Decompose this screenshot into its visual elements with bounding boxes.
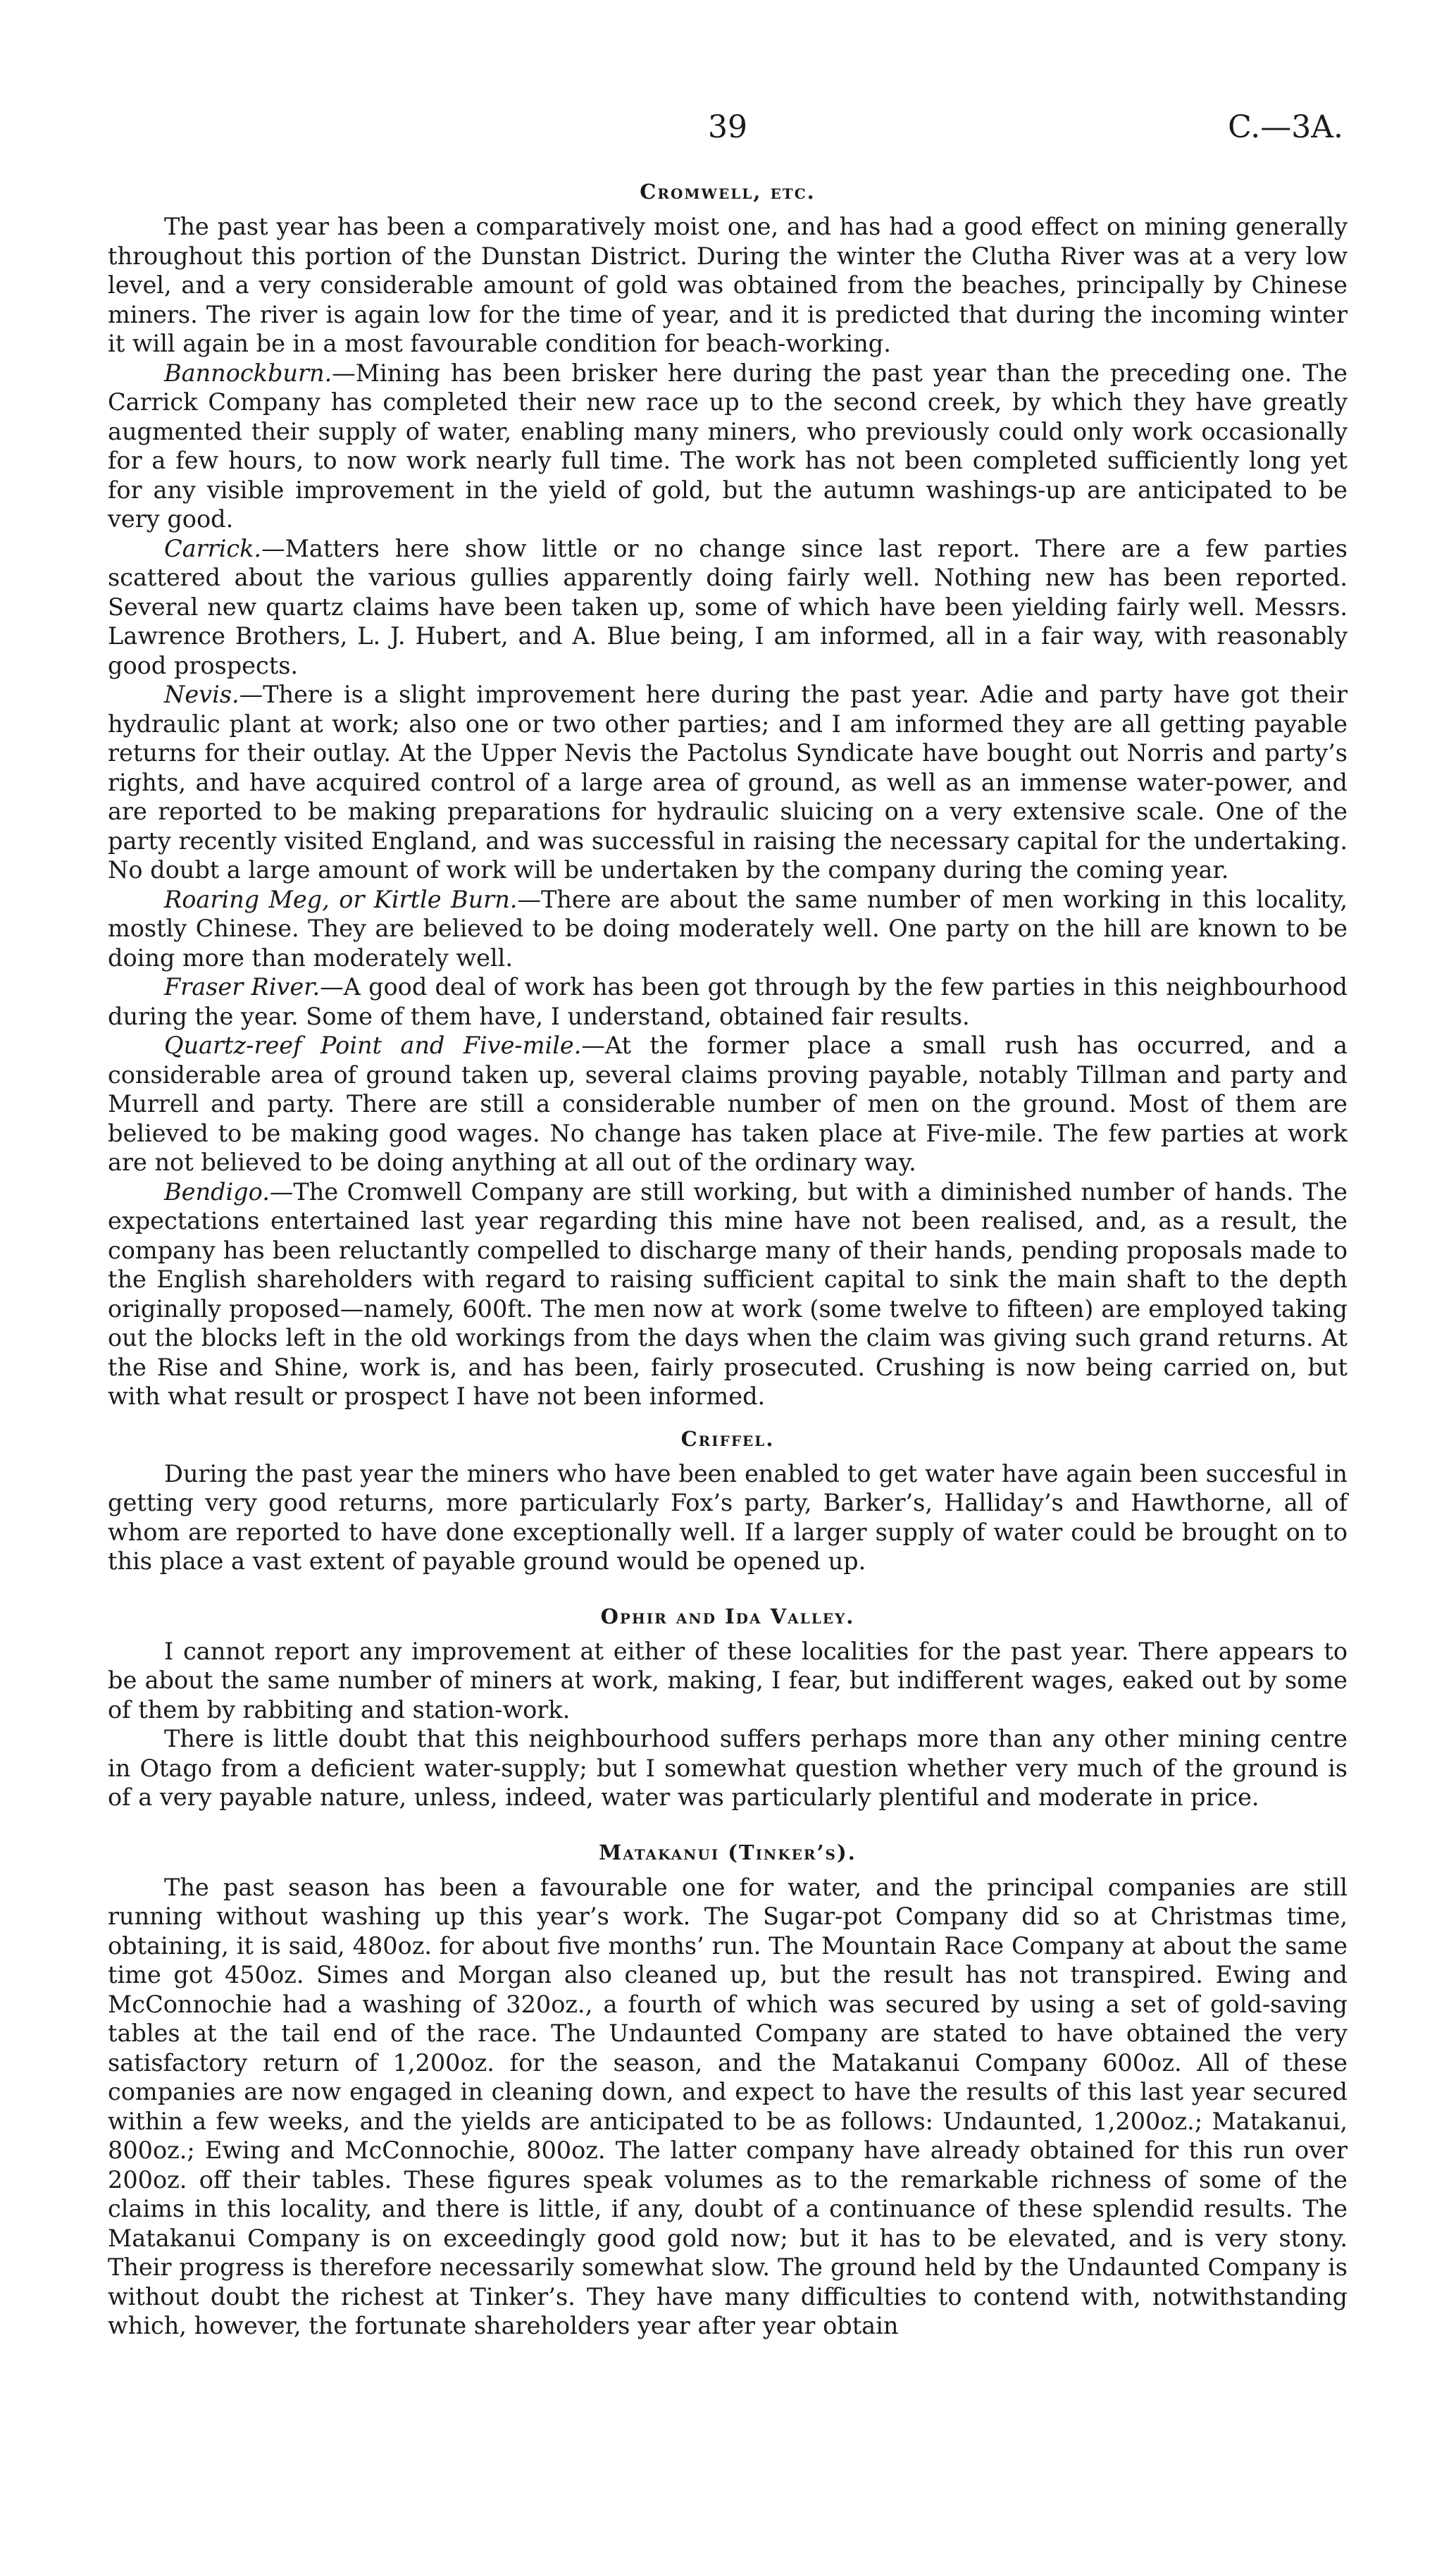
- section-heading: Matakanui (Tinker’s).: [599, 1840, 857, 1864]
- page-number: 39: [708, 109, 747, 145]
- paragraph: [108, 1031, 1348, 1177]
- paragraph-text: —A good deal of work has been got through by the few parties in this neighbourhood during the year. Some of them have, I understand, obtained fair results.: [108, 973, 1348, 1030]
- paragraph: [108, 1177, 1348, 1411]
- section-heading: Cromwell, etc.: [640, 180, 816, 204]
- paragraph-subhead: Bendigo.: [164, 1177, 270, 1206]
- document-reference: C.—3A.: [1228, 109, 1343, 145]
- paragraph-subhead: Carrick.: [164, 534, 262, 562]
- paragraph-text: —The Cromwell Company are still working, but with a diminished number of hands. The expectations entertained last year regarding this mine have not been realised, and, as a result, the company has been reluctantly compelled to discharge many of their hands, pending proposals made to the English shareholders with regard to raising sufficient capital to sink the main shaft to the depth originally proposed—namely, 600ft. The men now at work (some twelve to fifteen) are employed taking out the blocks left in the old workings from the days when the claim was giving such grand returns. At the Rise and Shine, work is, and has been, fairly prosecuted. Crushing is now being carried on, but with what result or prospect I have not been informed.: [108, 1177, 1348, 1410]
- paragraph: [108, 1873, 1348, 2341]
- paragraph-subhead: Bannockburn.: [164, 359, 332, 387]
- paragraph-text: —There is a slight improvement here during the past year. Adie and party have got their hydraulic plant at work; also one or two other parties; and I am informed they are all getting payable returns for their outlay. At the Upper Nevis the Pactolus Syndicate have bought out Norris and party’s rights, and have acquired control of a large area of ground, as well as an immense water-power, and are reported to be making preparations for hydraulic sluicing on a very extensive scale. One of the party recently visited England, and was successful in raising the necessary capital for the undertaking. No doubt a large amount of work will be undertaken by the company during the coming year.: [108, 681, 1348, 884]
- paragraph: [108, 212, 1348, 359]
- section-criffel: [108, 1427, 1348, 1576]
- paragraph: [108, 534, 1348, 681]
- paragraph: [108, 972, 1348, 1031]
- paragraph: [108, 359, 1348, 534]
- paragraph-text: The past season has been a favourable one for water, and the principal companies are still running without washing up this year’s work. The Sugar-pot Company did so at Christmas time, obtaining, it is said, 480oz. for about five months’ run. The Mountain Race Company at about the same time got 450oz. Simes and Morgan also cleaned up, but the result has not transpired. Ewing and McConnochie had a washing of 320oz., a fourth of which was secured by using a set of gold-saving tables at the tail end of the race. The Undaunted Company are stated to have obtained the very satisfactory return of 1,200oz. for the season, and the Matakanui Company 600oz. All of these companies are now engaged in cleaning down, and expect to have the results of this last year secured within a few weeks, and the yields are anticipated to be as follows: Undaunted, 1,200oz.; Matakanui, 800oz.; Ewing and McConnochie, 800oz. The latter company have already obtained for this run over 200oz. off their tables. These figures speak volumes as to the remarkable richness of some of the claims in this locality, and there is little, if any, doubt of a continuance of these splendid results. The Matakanui Company is on exceedingly good gold now; but it has to be elevated, and is very stony. Their progress is therefore necessarily somewhat slow. The ground held by the Undaunted Company is without doubt the richest at Tinker’s. They have many difficulties to contend with, notwithstanding which, however, the fortunate shareholders year after year obtain: [108, 1873, 1348, 2339]
- section-heading: Criffel.: [680, 1426, 775, 1451]
- paragraph: [108, 1724, 1348, 1812]
- paragraph-text: —Mining has been brisker here during the past year than the preceding one. The Carrick Company has completed their new race up to the second creek, by which they have greatly augmented their supply of water, enabling many miners, who previously could only work occasionally for a few hours, to now work nearly full time. The work has not been completed sufficiently long yet for any visible improvement in the yield of gold, but the autumn washings-up are anticipated to be very good.: [108, 359, 1348, 533]
- paragraph: [108, 1459, 1348, 1576]
- section-ophir-ida-valley: [108, 1604, 1348, 1812]
- paragraph-subhead: Quartz-reef Point and Five-mile.: [164, 1032, 582, 1059]
- section-cromwell: [108, 180, 1348, 1411]
- paragraph-text: During the past year the miners who have been enabled to get water have again been succesful in getting very good returns, more particularly Fox’s party, Barker’s, Halliday’s and Hawthorne, all of whom are reported to have done exceptionally well. If a larger supply of water could be brought on to this place a vast extent of payable ground would be opened up.: [108, 1459, 1348, 1575]
- paragraph-subhead: Nevis.: [164, 681, 239, 708]
- document-body: [108, 180, 1348, 2341]
- section-matakanui: [108, 1841, 1348, 2341]
- paragraph-subhead: Roaring Meg, or Kirtle Burn.: [164, 885, 518, 913]
- paragraph-text: —Matters here show little or no change since last report. There are a few parties scattered about the various gullies apparently doing fairly well. Nothing new has been reported. Several new quartz claims have been taken up, some of which have been yielding fairly well. Messrs. Lawrence Brothers, L. J. Hubert, and A. Blue being, I am informed, all in a fair way, with reasonably good prospects.: [108, 534, 1348, 679]
- paragraph-subhead: Fraser River.: [164, 973, 321, 1001]
- paragraph: [108, 680, 1348, 885]
- paragraph: [108, 1637, 1348, 1725]
- paragraph-text: —At the former place a small rush has occurred, and a considerable area of ground taken up, several claims proving payable, notably Tillman and party and Murrell and party. There are still a considerable number of men on the ground. Most of them are believed to be making good wages. No change has taken place at Five-mile. The few parties at work are not believed to be doing anything at all out of the ordinary way.: [108, 1032, 1348, 1176]
- section-heading: Ophir and Ida Valley.: [600, 1604, 855, 1628]
- paragraph-text: I cannot report any improvement at either of these localities for the past year. There appears to be about the same number of miners at work, making, I fear, but indifferent wages, eaked out by some of them by rabbiting and station-work.: [108, 1637, 1348, 1724]
- paragraph-text: The past year has been a comparatively moist one, and has had a good effect on mining generally throughout this portion of the Dunstan District. During the winter the Clutha River was at a very low level, and a very considerable amount of gold was obtained from the beaches, principally by Chinese miners. The river is again low for the time of year, and it is predicted that during the incoming winter it will again be in a most favourable condition for beach-working.: [108, 213, 1348, 357]
- paragraph: [108, 885, 1348, 973]
- paragraph-text: —There are about the same number of men working in this locality, mostly Chinese. They are believed to be doing moderately well. One party on the hill are known to be doing more than moderately well.: [108, 885, 1348, 972]
- paragraph-text: There is little doubt that this neighbourhood suffers perhaps more than any other mining centre in Otago from a deficient water-supply; but I somewhat question whether very much of the ground is of a very payable nature, unless, indeed, water was particularly plentiful and moderate in price.: [108, 1725, 1348, 1811]
